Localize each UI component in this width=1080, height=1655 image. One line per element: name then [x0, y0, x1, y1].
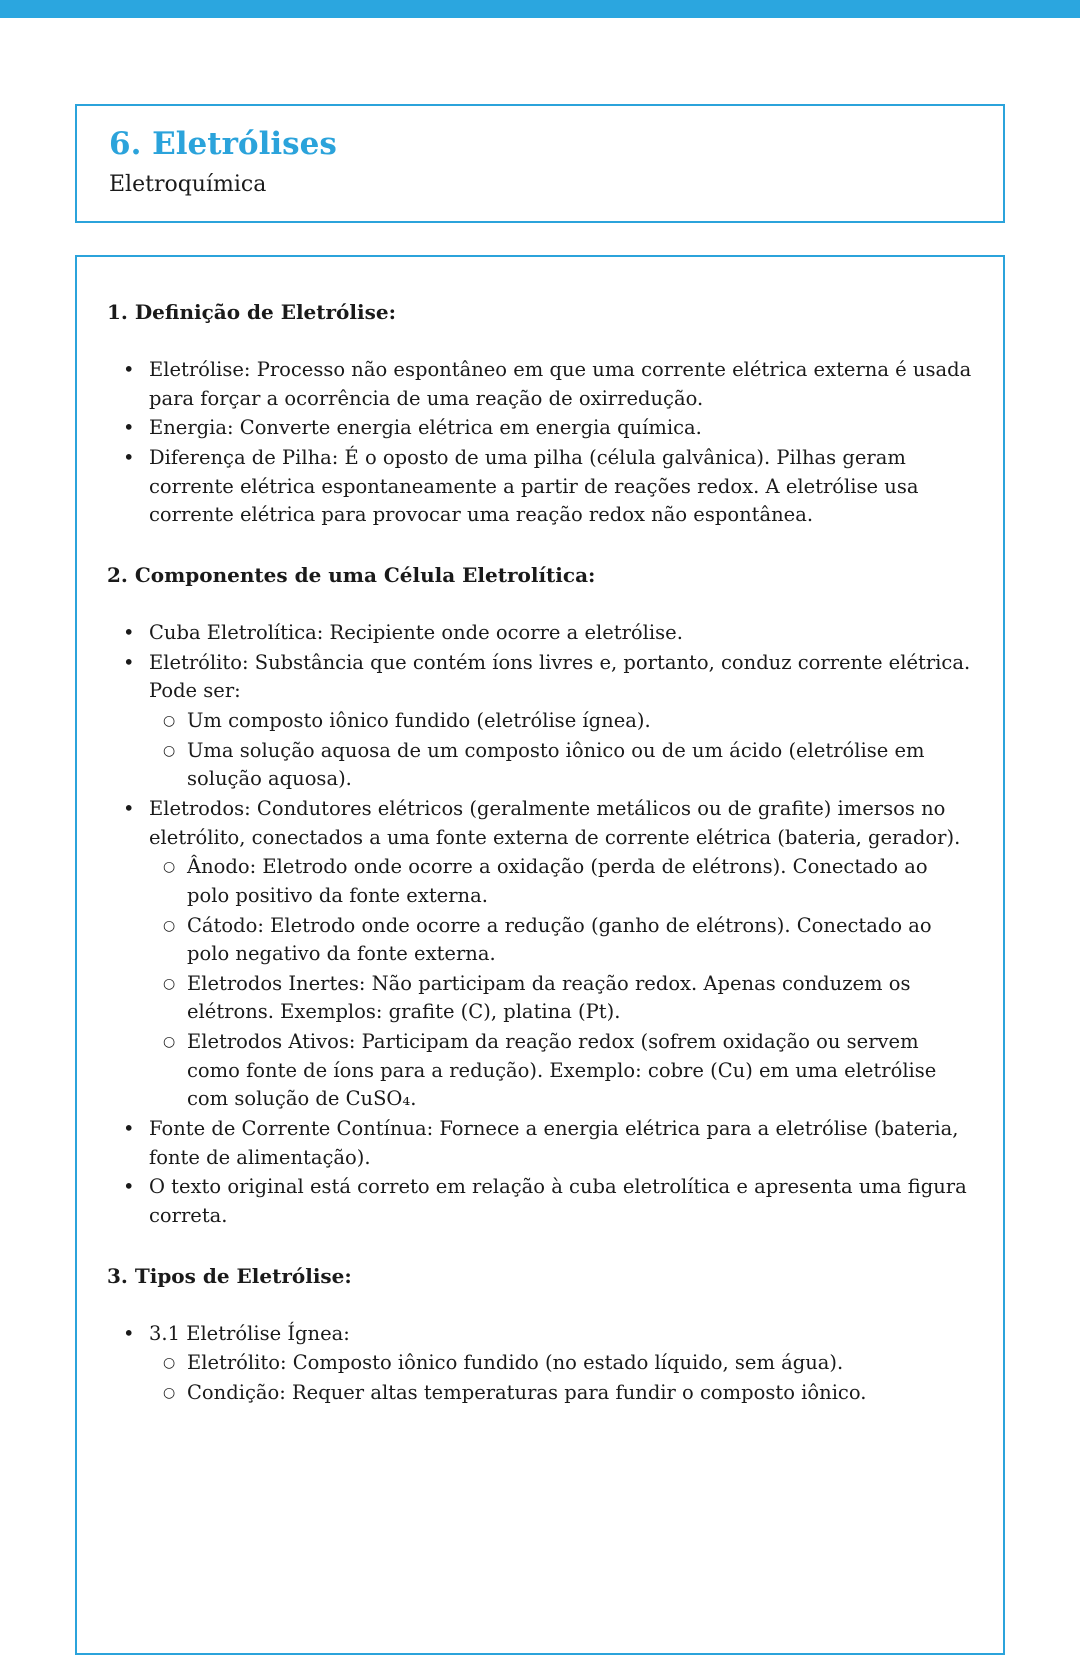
list-item: [107, 649, 973, 706]
bullet-disc-icon: •: [123, 620, 135, 644]
list-item: [107, 1320, 973, 1349]
page-title: 6. Eletrólises: [109, 126, 337, 162]
list-item-text: Ânodo: Eletrodo onde ocorre a oxidação (perda de elétrons). Conectado ao polo positivo da fonte externa.: [187, 855, 928, 907]
list-item: [107, 1173, 973, 1230]
notes-sections: [107, 299, 973, 1408]
bullet-disc-icon: •: [123, 445, 135, 469]
section-heading: 2. Componentes de uma Célula Eletrolítica:: [107, 562, 596, 587]
list-item-text: Condição: Requer altas temperaturas para fundir o composto iônico.: [187, 1381, 867, 1405]
list-item-text: Uma solução aquosa de um composto iônico ou de um ácido (eletrólise em solução aquosa).: [187, 738, 925, 791]
list-item-text: Um composto iônico fundido (eletrólise ígnea).: [187, 708, 651, 732]
section-heading: 1. Definição de Eletrólise:: [107, 300, 396, 324]
list-item: [107, 970, 973, 1027]
top-accent-bar: [0, 0, 1080, 18]
bullet-circle-icon: ○: [163, 975, 176, 992]
bullet-circle-icon: ○: [163, 1034, 176, 1051]
list-item: [107, 1349, 973, 1378]
bullet-disc-icon: •: [123, 650, 135, 674]
list-item-text: Eletrodos Ativos: Participam da reação redox (sofrem oxidação ou servem como fonte de íons para a redução). Exemplo: cobre (Cu) em uma eletrólise com solução de CuSO₄.: [187, 1030, 937, 1111]
list-item-text: Eletrólito: Substância que contém íons livres e, portanto, conduz corrente elétrica. Pode ser:: [149, 650, 971, 703]
list-item-text: 3.1 Eletrólise Ígnea:: [149, 1321, 350, 1345]
bullet-disc-icon: •: [123, 1321, 135, 1345]
list-item: [107, 356, 973, 413]
list-item-text: Eletrólise: Processo não espontâneo em que uma corrente elétrica externa é usada para forçar a ocorrência de uma reação de oxirredução.: [149, 358, 972, 410]
list-item: [107, 912, 973, 969]
bullet-circle-icon: ○: [163, 859, 176, 876]
list-item-text: Cátodo: Eletrodo onde ocorre a redução (ganho de elétrons). Conectado ao polo negativo da fonte externa.: [187, 913, 932, 966]
bullet-disc-icon: •: [123, 358, 135, 381]
title-card: [75, 104, 1005, 223]
list-item-text: Energia: Converte energia elétrica em energia química.: [149, 416, 702, 440]
list-item: [107, 707, 973, 736]
list-item: [107, 414, 973, 443]
bullet-disc-icon: •: [123, 416, 135, 440]
page-subtitle: Eletroquímica: [109, 172, 267, 198]
section-heading: 3. Tipos de Eletrólise:: [107, 1263, 352, 1288]
bullet-circle-icon: ○: [163, 917, 176, 934]
list-item-text: Cuba Eletrolítica: Recipiente onde ocorre a eletrólise.: [149, 620, 683, 644]
list-item: [107, 737, 973, 794]
notes-section: [107, 562, 973, 1231]
list-item: [107, 1115, 973, 1172]
list-item: [107, 444, 973, 530]
bullet-disc-icon: •: [123, 796, 135, 820]
list-item: [107, 795, 973, 852]
list-item-text: Eletrodos: Condutores elétricos (geralmente metálicos ou de grafite) imersos no eletrólito, conectados a uma fonte externa de corrente elétrica (bateria, gerador).: [149, 796, 961, 849]
bullet-circle-icon: ○: [163, 712, 176, 729]
notes-card: [75, 255, 1005, 1655]
notes-section: [107, 1263, 973, 1408]
notes-section: [107, 299, 973, 530]
bullet-circle-icon: ○: [163, 742, 176, 759]
list-item: [107, 853, 973, 910]
list-item-text: O texto original está correto em relação à cuba eletrolítica e apresenta uma figura correta.: [149, 1175, 967, 1228]
list-item: [107, 1379, 973, 1408]
list-item-text: Fonte de Corrente Contínua: Fornece a energia elétrica para a eletrólise (bateria, fonte de alimentação).: [149, 1117, 959, 1169]
list-item-text: Eletrólito: Composto iônico fundido (no estado líquido, sem água).: [187, 1351, 844, 1375]
list-item: [107, 619, 973, 648]
bullet-disc-icon: •: [123, 1175, 135, 1199]
bullet-circle-icon: ○: [163, 1355, 176, 1372]
list-item-text: Eletrodos Inertes: Não participam da reação redox. Apenas conduzem os elétrons. Exemplos: grafite (C), platina (Pt).: [187, 971, 911, 1024]
bullet-circle-icon: ○: [163, 1385, 176, 1402]
list-item-text: Diferença de Pilha: É o oposto de uma pilha (célula galvânica). Pilhas geram corrente elétrica espontaneamente a partir de reações redox. A eletrólise usa corrente elétrica para provocar uma reação redox não espontânea.: [149, 445, 919, 527]
bullet-disc-icon: •: [123, 1117, 135, 1141]
list-item: [107, 1028, 973, 1114]
